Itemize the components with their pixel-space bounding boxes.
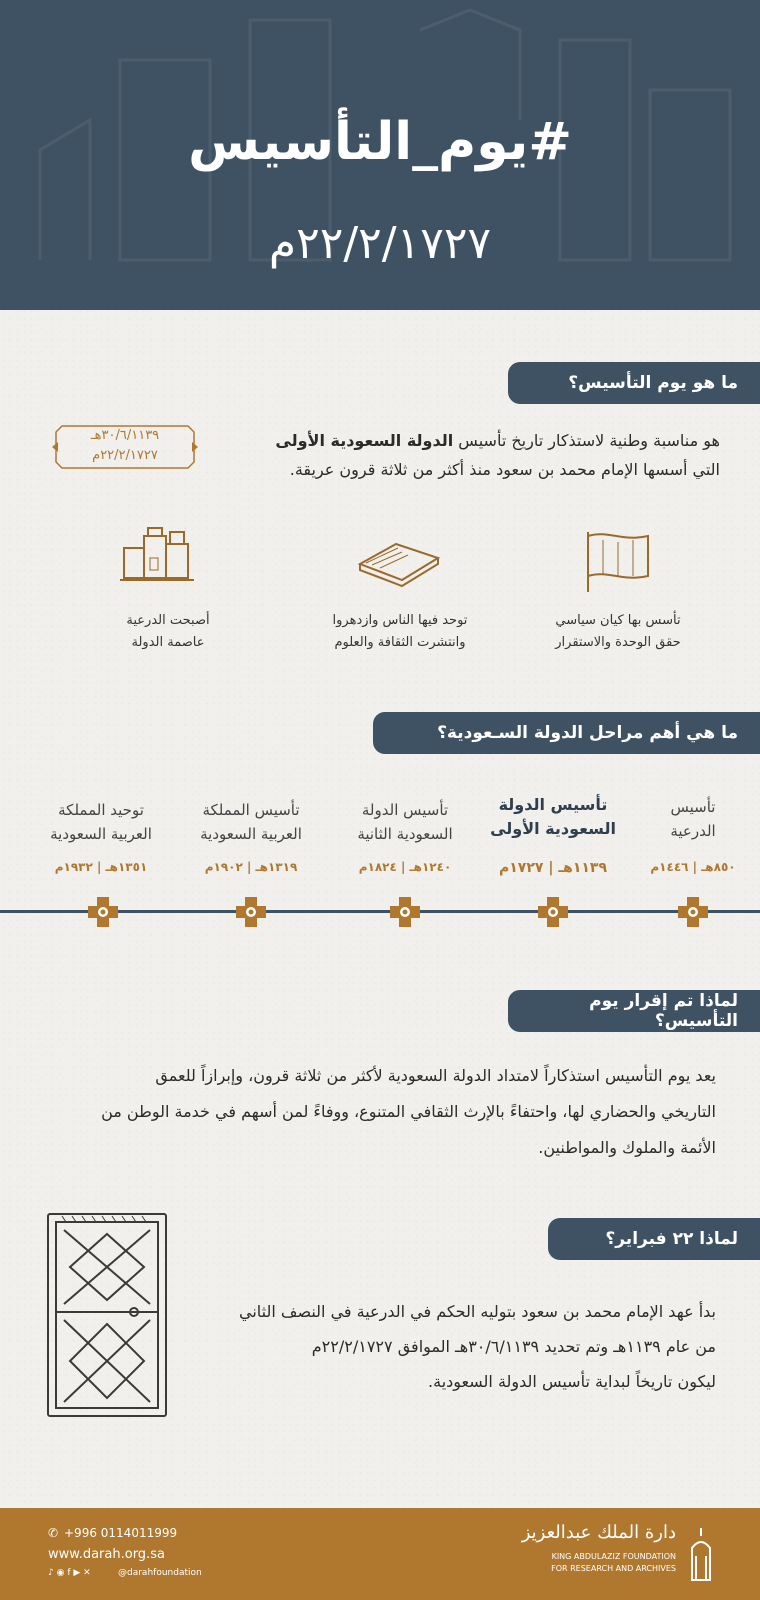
stage-5-line1: توحيد المملكة [58, 801, 144, 819]
stage-2-line2: السعودية الأولى [490, 819, 616, 838]
feature-caption-2 [310, 610, 490, 654]
stage-2-date: ١١٣٩هـ | ١٧٢٧م [499, 860, 607, 876]
footer-website[interactable]: www.darah.org.sa [48, 1547, 165, 1562]
najdi-door-icon [46, 1212, 168, 1418]
stage-3-line1: تأسيس الدولة [361, 801, 449, 819]
footer-org-arabic: دارة الملك عبدالعزيز [521, 1522, 676, 1543]
stage-1-line2: الدرعية [670, 822, 716, 840]
feature-2-line1: توحد فيها الناس وازدهروا [332, 613, 468, 628]
timeline-node-icon [88, 897, 118, 927]
stage-1-date: ٨٥٠هـ | ١٤٤٦م [650, 860, 736, 874]
book-icon [356, 530, 442, 590]
timeline-node-icon [236, 897, 266, 927]
feb22-line-2: من عام ١١٣٩هـ وتم تحديد ٣٠/٦/١١٣٩هـ الموافق ٢٢/٢/١٧٢٧م [311, 1337, 716, 1356]
footer-social-handle[interactable]: @darahfoundation [118, 1568, 202, 1578]
stage-5-date: ١٣٥١هـ | ١٩٣٢م [54, 860, 148, 874]
timeline-node-icon [678, 897, 708, 927]
feature-caption-3 [78, 610, 258, 654]
footer-phone: +996 0114011999 [64, 1526, 178, 1540]
why-feb22-paragraph [176, 1294, 716, 1399]
feature-caption-1 [528, 610, 708, 654]
feb22-line-1: بدأ عهد الإمام محمد بن سعود بتوليه الحكم في الدرعية في النصف الثاني [239, 1302, 716, 1321]
footer-org-en-2: FOR RESEARCH AND ARCHIVES [551, 1564, 676, 1573]
badge-hijri-date: ٣٠/٦/١١٣٩هـ [90, 428, 160, 443]
feature-3-line2: عاصمة الدولة [131, 635, 205, 650]
diriyah-icon [118, 518, 198, 588]
intro-text: هو مناسبة وطنية لاستذكار تاريخ تأسيس [453, 431, 720, 450]
intro-line-1 [240, 426, 720, 455]
social-icons: ♪ ◉ f ▶ ✕ [48, 1568, 91, 1578]
section-heading-why-feb22: لماذا ٢٢ فبراير؟ [560, 1218, 760, 1260]
why-line-3: الأئمة والملوك والمواطنين. [538, 1138, 716, 1157]
feature-2-line2: وانتشرت الثقافة والعلوم [334, 635, 466, 650]
stage-2 [478, 793, 628, 841]
feature-1-line2: حقق الوحدة والاستقرار [555, 635, 681, 650]
intro-bold-text: الدولة السعودية الأولى [275, 431, 454, 450]
date-badge [52, 422, 198, 472]
why-line-2: التاريخي والحضاري لها، واحتفاءً بالإرث الثقافي المتنوع، ووفاءً لمن أسهم في خدمة الوطن من [101, 1102, 716, 1121]
page-title: #يوم_التأسيس [188, 112, 572, 172]
feature-3-line1: أصبحت الدرعية [126, 613, 210, 628]
footer-org-en-1: KING ABDULAZIZ FOUNDATION [551, 1552, 676, 1561]
section-heading-why-approved: لماذا تم إقرار يوم التأسيس؟ [520, 990, 760, 1032]
feb22-line-3: ليكون تاريخاً لبداية تأسيس الدولة السعودية. [428, 1372, 716, 1391]
footer [0, 1508, 760, 1600]
stage-4-line1: تأسيس المملكة [202, 801, 300, 819]
why-approved-paragraph [26, 1058, 716, 1166]
flag-icon [578, 528, 658, 594]
timeline-node-icon [538, 897, 568, 927]
stage-2-line1: تأسيس الدولة [498, 795, 608, 814]
section-heading-stages: ما هي أهم مراحل الدولة السـعودية؟ [385, 712, 760, 754]
badge-gregorian-date: ٢٢/٢/١٧٢٧م [92, 448, 158, 463]
darah-logo-icon [686, 1526, 716, 1582]
stage-4-line2: العربية السعودية [200, 825, 302, 843]
stage-5-line2: العربية السعودية [50, 825, 152, 843]
stage-4 [176, 798, 326, 846]
stage-4-date: ١٣١٩هـ | ١٩٠٢م [204, 860, 298, 874]
section-heading-what-is: ما هو يوم التأسيس؟ [520, 362, 760, 404]
stage-1 [618, 795, 760, 843]
stage-3 [330, 798, 480, 846]
stage-3-date: ١٢٤٠هـ | ١٨٢٤م [358, 860, 452, 874]
whatsapp-icon: ✆ [48, 1526, 59, 1540]
founding-date: ٢٢/٢/١٧٢٧م [268, 218, 492, 269]
why-line-1: يعد يوم التأسيس استذكاراً لامتداد الدولة السعودية لأكثر من ثلاثة قرون، وإبرازاً للعمق [155, 1066, 716, 1085]
intro-line-2: التي أسسها الإمام محمد بن سعود منذ أكثر من ثلاثة قرون عريقة. [289, 460, 720, 479]
stage-1-line1: تأسيس [670, 798, 716, 816]
feature-1-line1: تأسس بها كيان سياسي [555, 613, 681, 628]
stage-5 [26, 798, 176, 846]
timeline-node-icon [390, 897, 420, 927]
header-banner [0, 0, 760, 310]
stage-3-line2: السعودية الثانية [357, 825, 453, 843]
